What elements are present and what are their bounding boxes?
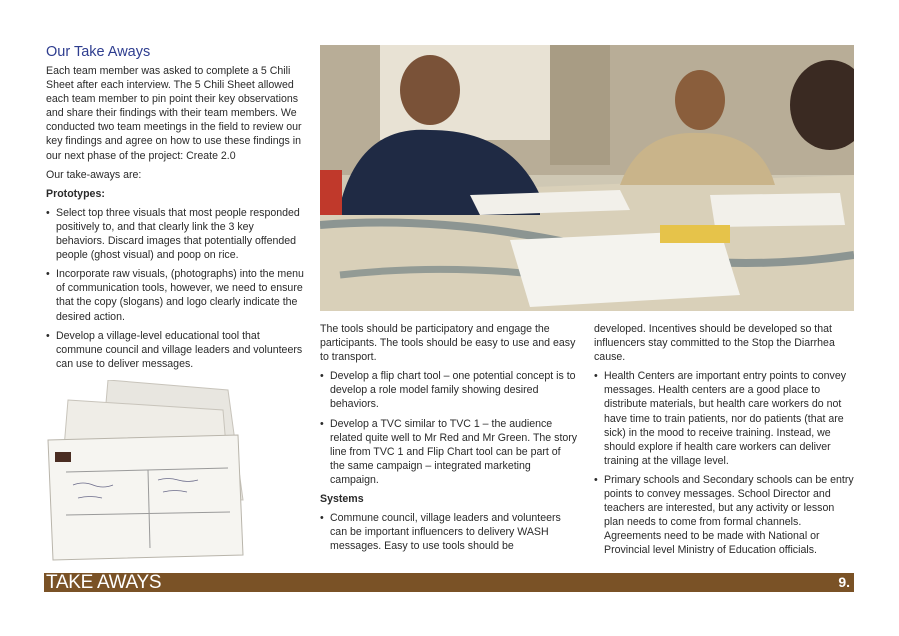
list-item: • Select top three visuals that most people responded positively to, and that clearly link the 3 key behaviors. Discard images that potentially offended people (ghost visual) and poop on rice.	[46, 206, 304, 262]
prototypes-heading: Prototypes:	[46, 187, 105, 200]
prototypes-list	[46, 206, 304, 371]
intro-paragraph: The tools should be participatory and engage the participants. The tools should be easy to use and easy to transport.	[320, 323, 576, 364]
page-number: 9.	[838, 574, 850, 590]
systems-heading: Systems	[320, 493, 364, 506]
entry-points-list	[594, 369, 856, 557]
footer-section-title: TAKE AWAYS	[46, 572, 162, 593]
footer-band	[44, 573, 854, 592]
list-item: • Develop a flip chart tool – one potential concept is to develop a role model family showing desired behaviors.	[320, 369, 578, 411]
chili-sheets-photo	[38, 380, 273, 565]
intro-paragraph: developed. Incentives should be developed so that influencers stay committed to the Stop the Diarrhea cause.	[594, 323, 835, 364]
list-item: • Health Centers are important entry points to convey messages. Health centers are a good place to distribute materials, but health care workers do not have time to train patients, nor do patients (that are sick) in the mood to receive training. Instead, we should explore if health care workers can deliver training at the village level.	[594, 369, 856, 468]
section-title: Our Take Aways	[46, 44, 151, 60]
tools-list	[320, 369, 578, 487]
list-item: • Develop a TVC similar to TVC 1 – the audience related quite well to Mr Red and Mr Green. The story line from TVC 1 and Flip Chart tool can be part of the same campaign – integrated marketing campaign.	[320, 417, 578, 487]
meeting-photo	[320, 45, 854, 311]
middle-column	[320, 322, 578, 558]
list-item: • Primary schools and Secondary schools can be entry points to convey messages. School Director and teachers are interested, but any activity or lesson plan needs to come from formal channels. Agreements need to be made with National or Provincial level Ministry of Education officials.	[594, 473, 856, 558]
systems-list	[320, 511, 578, 553]
right-column	[594, 322, 856, 563]
left-column	[46, 44, 304, 376]
list-item: • Develop a village-level educational tool that commune council and village leaders and volunteers can use to deliver messages.	[46, 329, 304, 371]
takeaways-label: Our take-aways are:	[46, 168, 142, 181]
list-item: • Incorporate raw visuals, (photographs) into the menu of communication tools, however, we need to ensure that the copy (slogans) and logo clearly indicate the desired action.	[46, 267, 304, 323]
intro-paragraph: Each team member was asked to complete a 5 Chili Sheet after each interview. The 5 Chili Sheet allowed each team member to pin point their key observations and share their findings with their team members. We conducted two team meetings in the field to review our key findings and agree on how to use these findings in our next phase of the project: Create 2.0	[46, 65, 302, 162]
list-item: • Commune council, village leaders and volunteers can be important influencers to delivery WASH messages. Easy to use tools should be	[320, 511, 578, 553]
